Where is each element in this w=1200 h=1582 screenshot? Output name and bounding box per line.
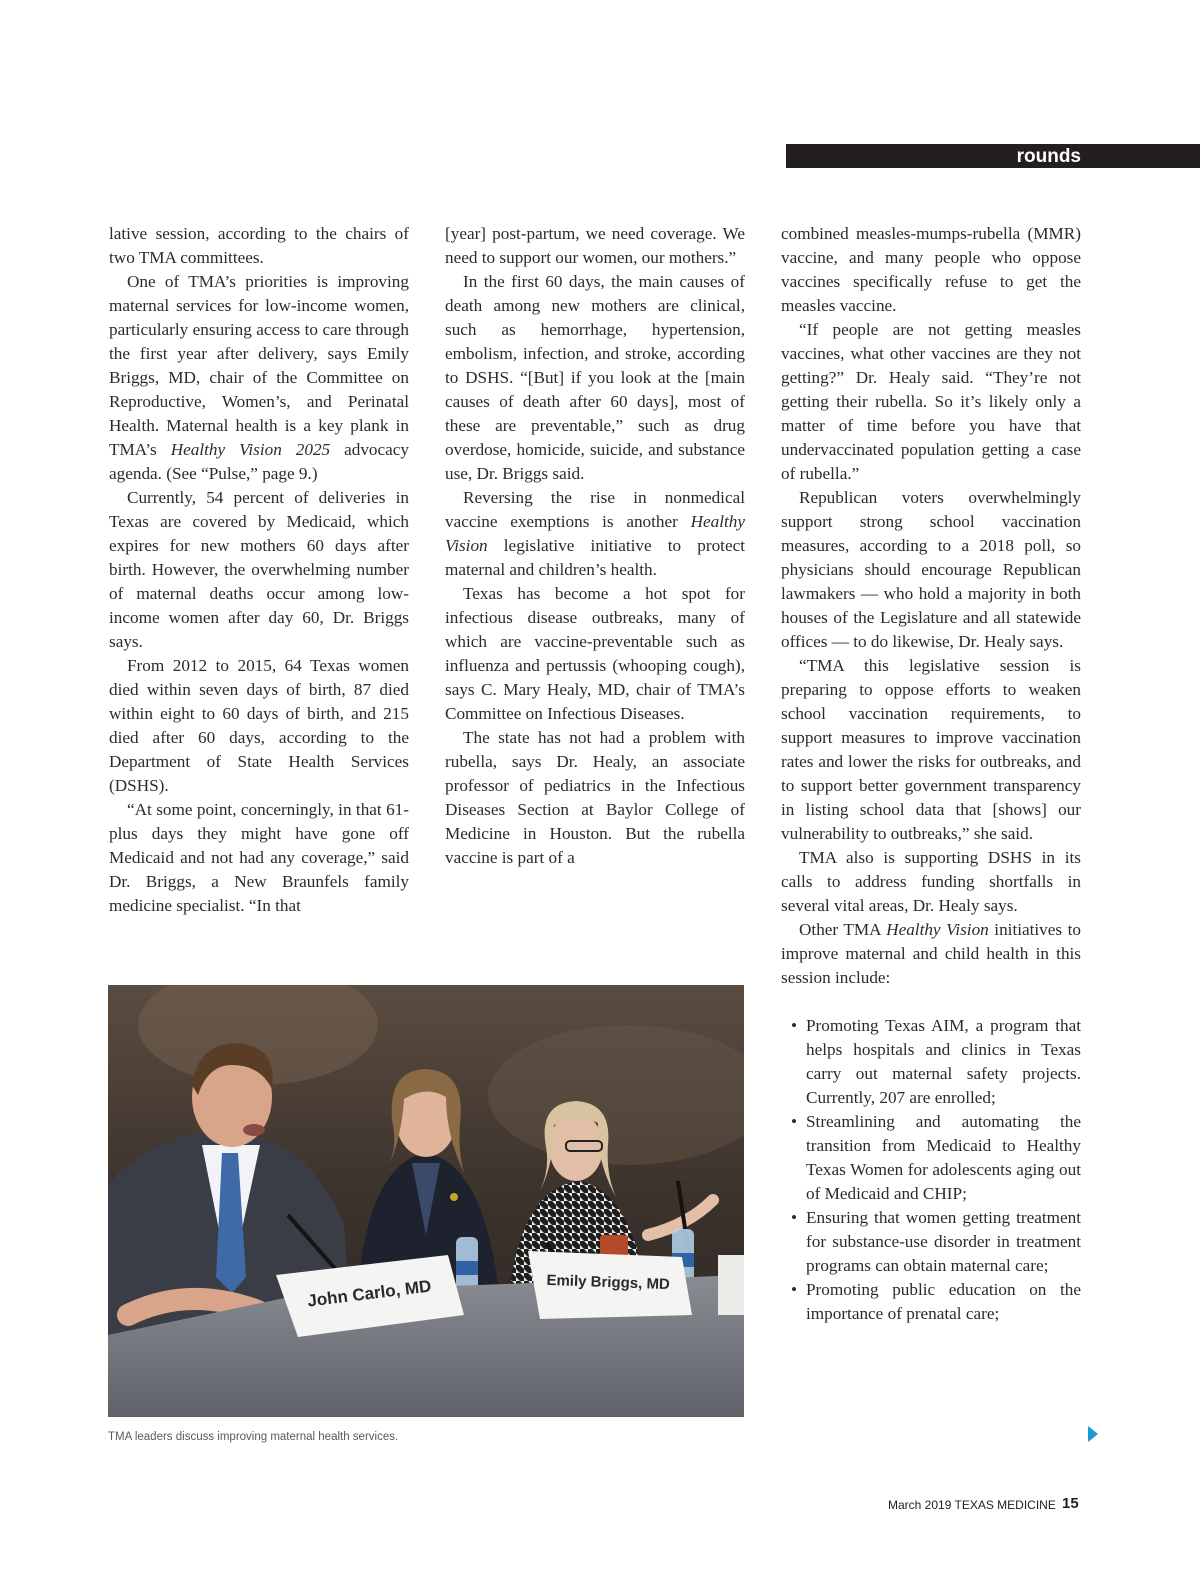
paragraph: The state has not had a problem with rubella, says Dr. Healy, an associate professor of pediatrics in the Infectious Diseases Section at Baylor College of Medicine in Houston. But the rubella vaccine is part of a — [445, 728, 745, 867]
svg-text:John Carlo, MD: John Carlo, MD — [306, 1276, 433, 1311]
paragraph: Republican voters overwhelmingly support strong school vaccination measures, according to a 2018 poll, so physicians should encourage Republican lawmakers — who hold a majority in both houses of the Legislature and all statewide offices — to do likewise, Dr. Healy says. — [781, 488, 1081, 651]
magazine-name: TEXAS MEDICINE — [954, 1498, 1056, 1512]
paragraph: Other TMA Healthy Vision initiatives to improve maternal and child health in this session include: — [781, 920, 1082, 987]
nameplate-emily-briggs — [528, 1251, 692, 1319]
paragraph: combined measles-mumps-rubella (MMR) vaccine, and many people who oppose vaccines specifically refuse to get the measles vaccine. — [781, 224, 1081, 315]
section-label: rounds — [1016, 146, 1081, 167]
list-item: • Streamlining and automating the transition from Medicaid to Healthy Texas Women for adolescents aging out of Medicaid and CHIP; — [781, 1110, 1081, 1206]
article-column-3 — [781, 222, 1081, 1326]
paragraph: TMA also is supporting DSHS in its calls to address funding shortfalls in several vital areas, Dr. Healy says. — [781, 848, 1081, 915]
paragraph: Currently, 54 percent of deliveries in Texas are covered by Medicaid, which expires for new mothers 60 days after birth. However, the overwhelming number of maternal deaths occur among low-income women after day 60, Dr. Briggs says. — [109, 488, 409, 651]
paragraph: “TMA this legislative session is preparing to oppose efforts to weaken school vaccination requirements, to support measures to improve vaccination rates and lower the risks for outbreaks, and to support better government transparency in listing school data that [shows] our vulnerability to outbreaks,” she said. — [781, 656, 1081, 843]
panel-photo — [108, 985, 744, 1417]
paragraph: “At some point, concerningly, in that 61-plus days they might have gone off Medicaid and not had any coverage,” said Dr. Briggs, a New Braunfels family medicine specialist. “In that — [109, 800, 409, 915]
paragraph: Reversing the rise in nonmedical vaccine exemptions is another Healthy Vision legislative initiative to protect maternal and children’s health. — [445, 488, 745, 579]
continue-arrow-icon — [1088, 1426, 1098, 1442]
paragraph: [year] post-partum, we need coverage. We need to support our women, our mothers.” — [445, 224, 745, 267]
article-column-2 — [445, 222, 745, 870]
paragraph: From 2012 to 2015, 64 Texas women died within seven days of birth, 87 died within eight to 60 days of birth, and 215 died after 60 days, according to the Department of State Health Services (DSHS). — [109, 656, 409, 795]
photo-caption: TMA leaders discuss improving maternal health services. — [108, 1431, 399, 1443]
issue-date — [888, 1498, 1056, 1512]
issue-month: March 2019 — [888, 1498, 952, 1512]
paragraph: “If people are not getting measles vaccines, what other vaccines are they not getting?” Dr. Healy said. “They’re not getting their rubella. So it’s likely only a matter of time before you have that undervaccinated population getting a case of rubella.” — [781, 320, 1081, 483]
initiatives-list — [781, 1014, 1081, 1326]
program-name: Healthy Vision — [886, 920, 989, 939]
paragraph: lative session, according to the chairs of two TMA committees. — [109, 224, 409, 267]
program-name: Healthy Vision — [445, 512, 745, 555]
paragraph: In the first 60 days, the main causes of death among new mothers are clinical, such as hemorrhage, hypertension, embolism, infection, and stroke, according to DSHS. “[But] if you look at the [main causes of death after 60 days], most of these are preventable,” such as drug overdose, homicide, suicide, and substance use, Dr. Briggs said. — [445, 272, 745, 483]
list-item: • Ensuring that women getting treatment for substance-use disorder in treatment programs can obtain maternal care; — [781, 1206, 1081, 1278]
svg-text:Emily Briggs, MD: Emily Briggs, MD — [546, 1271, 671, 1294]
list-item: • Promoting public education on the importance of prenatal care; — [781, 1278, 1081, 1326]
photo-illustration — [108, 985, 744, 1417]
list-item: • Promoting Texas AIM, a program that helps hospitals and clinics in Texas carry out maternal safety projects. Currently, 207 are enrolled; — [781, 1014, 1081, 1110]
section-header-bar — [786, 144, 1200, 168]
paragraph: One of TMA’s priorities is improving maternal services for low-income women, particularly ensuring access to care through the first year after delivery, says Emily Briggs, MD, chair of the Committee on Reproductive, Women’s, and Perinatal Health. Maternal health is a key plank in TMA’s Healthy Vision 2025 advocacy agenda. (See “Pulse,” page 9.) — [109, 272, 410, 483]
article-column-1 — [109, 222, 409, 918]
program-name: Healthy Vision 2025 — [170, 440, 331, 459]
paragraph: Texas has become a hot spot for infectious disease outbreaks, many of which are vaccine-preventable such as influenza and pertussis (whooping cough), says C. Mary Healy, MD, chair of TMA’s Committee on Infectious Diseases. — [445, 584, 745, 723]
page-number: 15 — [1062, 1495, 1079, 1512]
